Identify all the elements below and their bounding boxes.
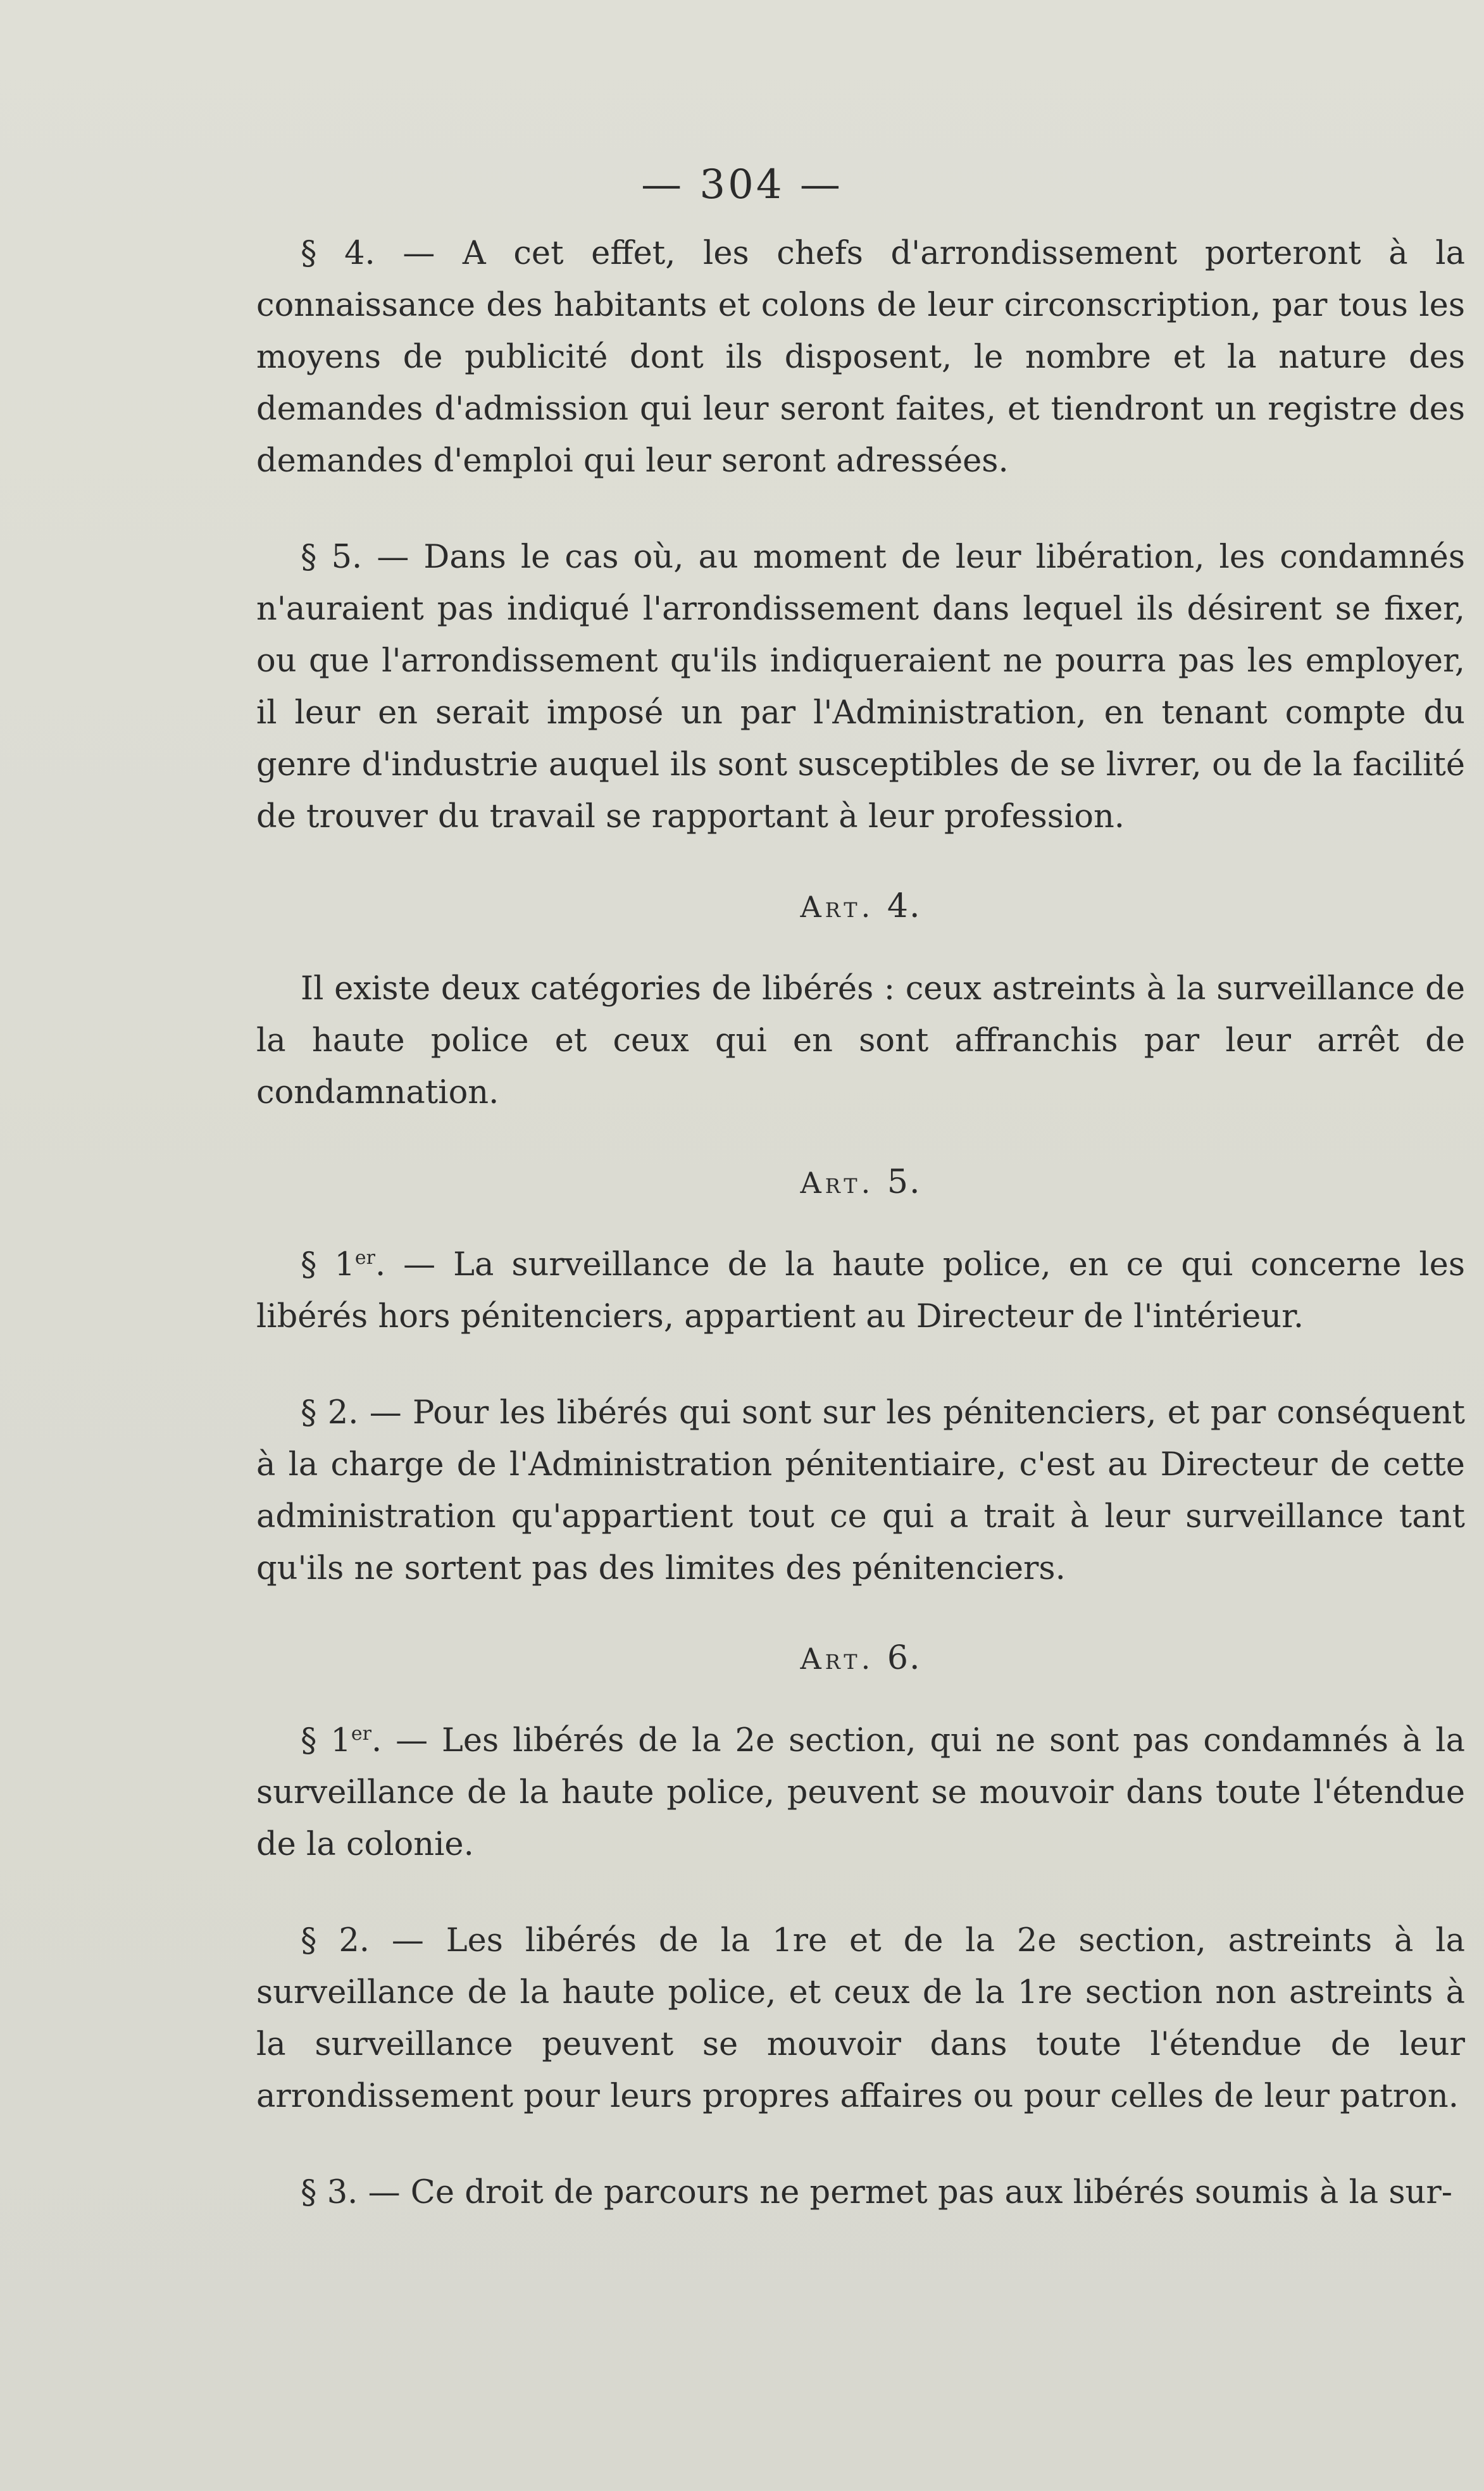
paragraph-art6-s3: § 3. — Ce droit de parcours ne permet pas aux libérés soumis à la sur- <box>301 2174 1453 2211</box>
article-label: Art. <box>800 1166 875 1200</box>
article-label: Art. <box>800 890 875 924</box>
article-heading-6 <box>256 1639 1465 1677</box>
body-text <box>256 228 1465 2263</box>
section-text: . — La surveillance de la haute police, en ce qui concerne les libérés hors pénitenciers, appartient au Directeur de l'intérieur. <box>256 1246 1465 1335</box>
paragraph-s5: § 5. — Dans le cas où, au moment de leur libération, les condamnés n'auraient pas indiqué l'arrondissement dans lequel ils désirent se fixer, ou que l'arrondissement qu'ils indiqueraient ne pourra pas les employer, il leur en serait imposé un par l'Administration, en tenant compte du genre d'industrie auquel ils sont susceptibles de se livrer, ou de la facilité de trouver du travail se rapportant à leur profession. <box>256 539 1465 835</box>
section-prefix: § 1 <box>301 1722 351 1759</box>
paragraph-art4: Il existe deux catégories de libérés : ceux astreints à la surveillance de la haute police et ceux qui en sont affranchis par leur arrêt de condamnation. <box>256 970 1465 1111</box>
section-sup: er <box>354 1247 376 1269</box>
page-number: — 304 — <box>641 161 843 208</box>
article-number: 6. <box>887 1639 921 1677</box>
paragraph-art5-s2: § 2. — Pour les libérés qui sont sur les pénitenciers, et par conséquent à la charge de l'Administration pénitentiaire, c'est au Directeur de cette administration qu'appartient tout ce qui a trait à leur surveillance tant qu'ils ne sortent pas des limites des pénitenciers. <box>256 1394 1465 1587</box>
paragraph-art5-s1 <box>256 1239 1465 1343</box>
paragraph-s4: § 4. — A cet effet, les chefs d'arrondissement porteront à la connaissance des habitants et colons de leur circonscription, par tous les moyens de publicité dont ils disposent, le nombre et la nature des demandes d'admission qui leur seront faites, et tiendront un registre des demandes d'emploi qui leur seront adressées. <box>256 235 1465 480</box>
paragraph-art6-s1 <box>256 1715 1465 1871</box>
article-label: Art. <box>800 1642 875 1676</box>
article-number: 4. <box>887 887 921 925</box>
section-prefix: § 1 <box>301 1246 355 1283</box>
article-heading-5 <box>256 1163 1465 1201</box>
paragraph-art6-s2: § 2. — Les libérés de la 1re et de la 2e section, astreints à la surveillance de la haute police, et ceux de la 1re section non astreints à la surveillance peuvent se mouvoir dans toute l'étendue de leur arrondissement pour leurs propres affaires ou pour celles de leur patron. <box>256 1922 1465 2115</box>
section-text: . — Les libérés de la 2e section, qui ne sont pas condamnés à la surveillance de la haute police, peuvent se mouvoir dans toute l'étendue de la colonie. <box>256 1722 1465 1863</box>
article-heading-4 <box>256 887 1465 925</box>
article-number: 5. <box>887 1163 921 1201</box>
section-sup: er <box>351 1723 371 1745</box>
